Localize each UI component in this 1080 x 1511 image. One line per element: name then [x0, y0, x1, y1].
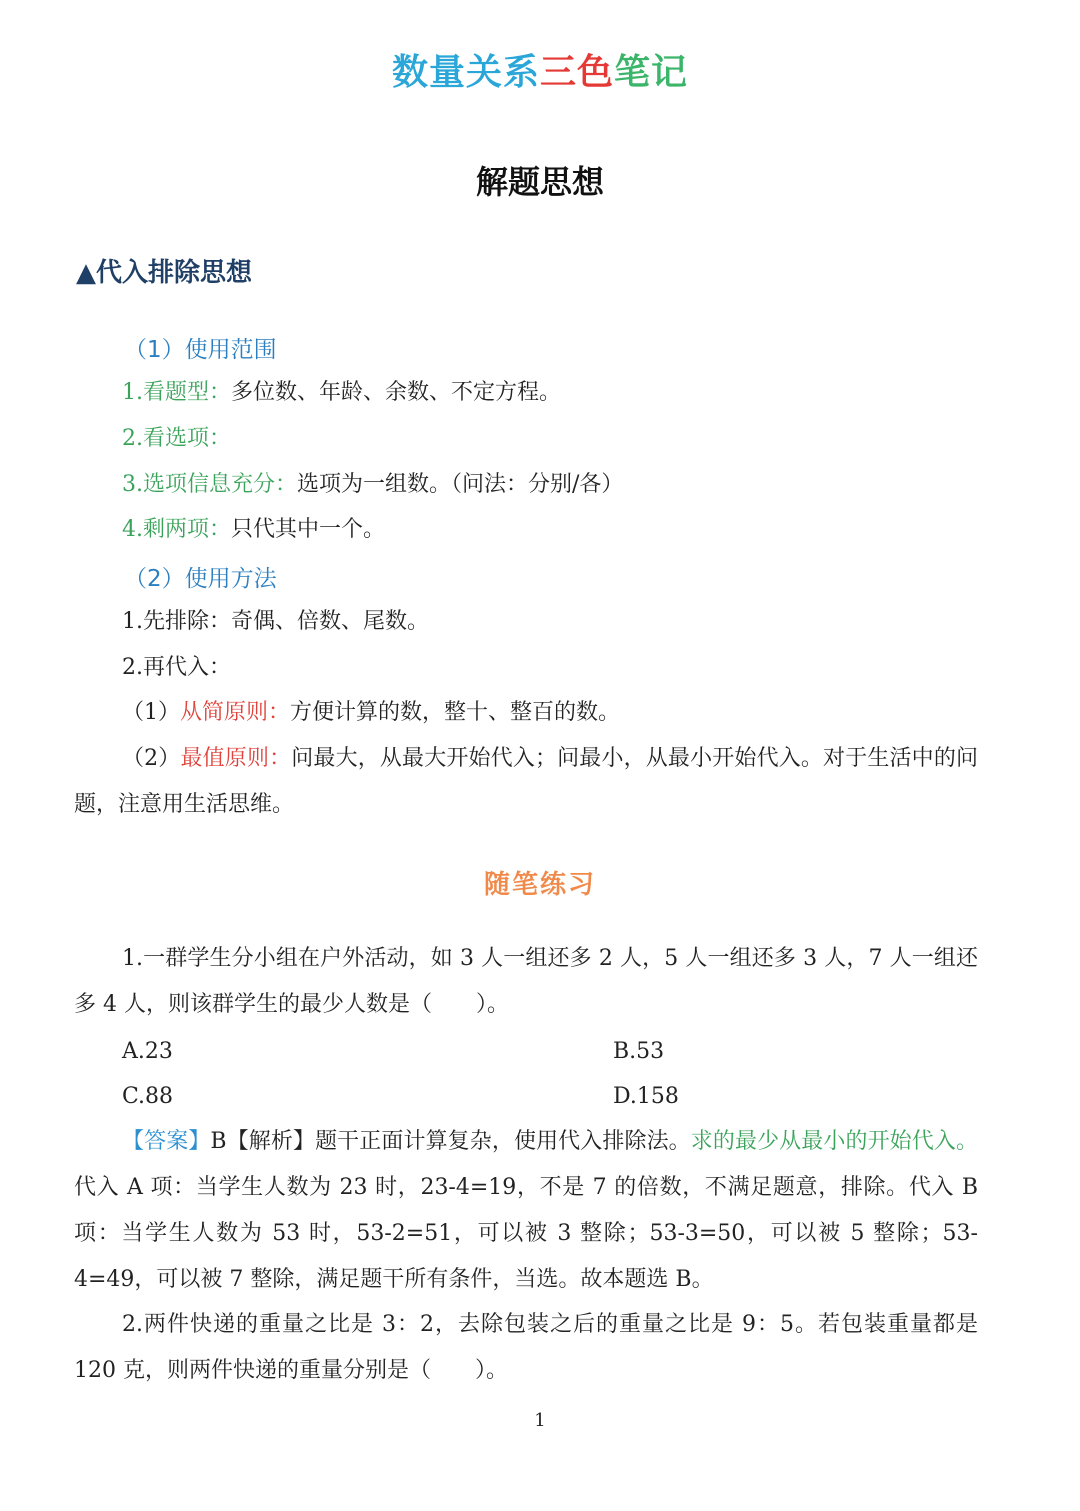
q1-option-a: A.23: [122, 1039, 173, 1064]
title-part-1: 数量关系: [391, 52, 540, 93]
triangle-icon: ▲: [76, 258, 96, 288]
scope-heading: （1）使用范围: [124, 337, 277, 363]
page-title: [0, 44, 1080, 95]
scope-item-4-label: 4.剩两项：: [122, 517, 231, 542]
method-heading: （2）使用方法: [124, 566, 277, 592]
scope-item-4-text: 只代其中一个。: [231, 517, 386, 542]
rule-extreme-text: 问最大，从最大开始代入；问最小，从最小开始代入。对于生活中的问题，注意用生活思维。: [74, 746, 978, 817]
scope-item-2: [122, 424, 231, 454]
rule-extreme: [74, 736, 978, 828]
scope-item-3-label: 3.选项信息充分：: [122, 472, 297, 497]
title-part-2: 三色: [539, 52, 614, 93]
scope-item-3: [122, 470, 623, 500]
q1-answer-tag: 【答案】: [122, 1129, 211, 1154]
method-step-2: 2.再代入：: [122, 655, 231, 680]
page-number: 1: [534, 1410, 546, 1431]
q1-answer-rest: B【解析】题干正面计算复杂，使用代入排除法。: [210, 1129, 691, 1154]
question-1-text: 1.一群学生分小组在户外活动，如 3 人一组还多 2 人，5 人一组还多 3 人，7 人一组还多 4 人，则该群学生的最少人数是（ ）。: [74, 946, 978, 1017]
title-part-3: 笔记: [614, 52, 689, 93]
heading-substitution: [76, 252, 252, 289]
scope-item-2-label: 2.看选项：: [122, 426, 231, 451]
scope-item-1-label: 1.看题型：: [122, 380, 231, 405]
heading-text: 代入排除思想: [96, 258, 253, 288]
question-2-text: 2.两件快递的重量之比是 3：2，去除包装之后的重量之比是 9：5。若包装重量都是 120 克，则两件快递的重量分别是（ ）。: [74, 1312, 978, 1383]
scope-item-3-text: 选项为一组数。（问法：分别/各）: [297, 472, 624, 497]
method-step-1: 1.先排除：奇偶、倍数、尾数。: [122, 609, 429, 634]
q1-answer-highlight: 求的最少从最小的开始代入。: [690, 1129, 978, 1154]
scope-item-1-text: 多位数、年龄、余数、不定方程。: [231, 380, 562, 405]
q1-option-b: B.53: [613, 1039, 665, 1064]
rule-simple-prefix: （1）: [122, 700, 180, 725]
section-title: 解题思想: [475, 163, 604, 201]
q1-answer-explanation: 代入 A 项：当学生人数为 23 时，23-4=19，不是 7 的倍数，不满足题意，排除。代入 B 项：当学生人数为 53 时，53-2=51，可以被 3 整除；53-3=50，可以被 5 整除；53-4=49，可以被 7 整除，满足题干所有条件，当选。故本题选 B。: [74, 1175, 978, 1292]
practice-title: 随笔练习: [483, 870, 596, 900]
rule-simple: [122, 698, 620, 728]
q1-option-d: D.158: [613, 1084, 679, 1109]
scope-item-4: [122, 515, 385, 545]
q1-option-c: C.88: [122, 1084, 174, 1109]
rule-simple-text: 方便计算的数，整十、整百的数。: [290, 700, 621, 725]
rule-extreme-label: 最值原则：: [180, 746, 292, 771]
rule-simple-label: 从简原则：: [180, 700, 291, 725]
scope-item-1: [122, 378, 561, 408]
rule-extreme-prefix: （2）: [122, 746, 181, 771]
q1-answer: [74, 1119, 978, 1303]
